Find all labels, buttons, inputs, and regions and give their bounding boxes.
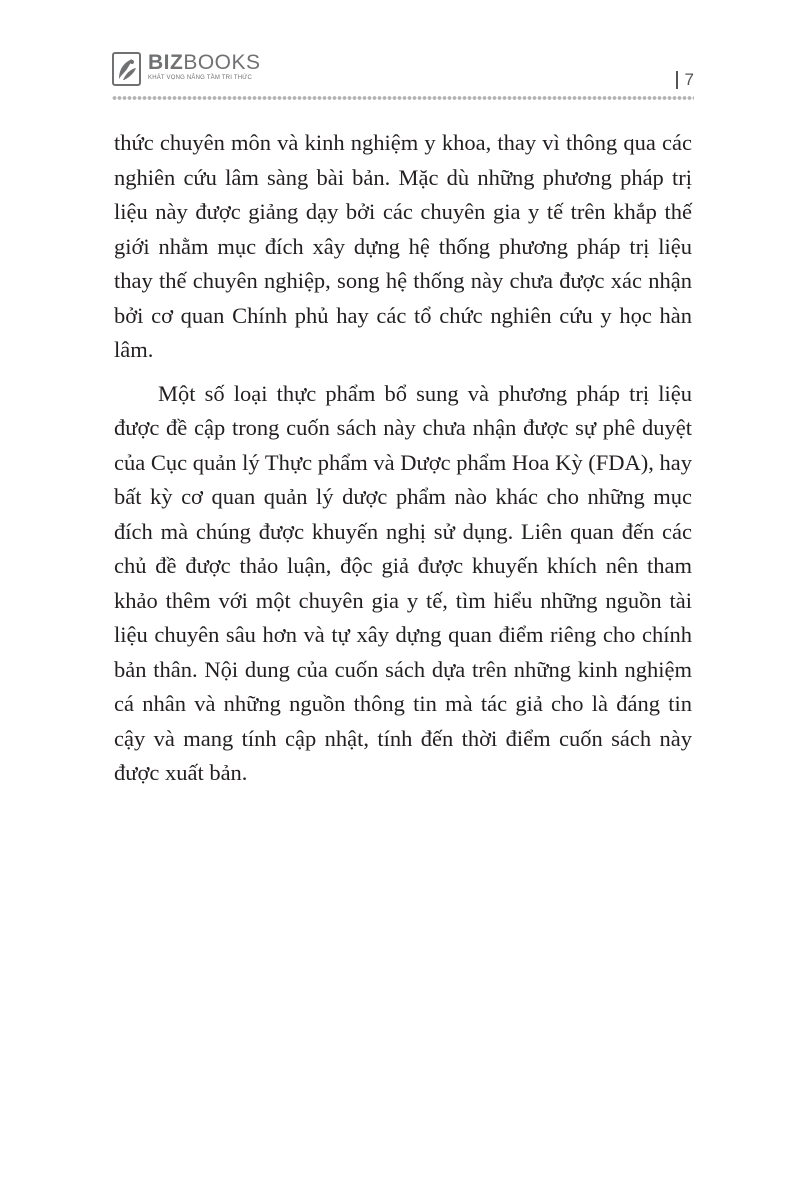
bizbooks-logo — [112, 52, 261, 92]
brand-tagline: KHÁT VỌNG NÂNG TẦM TRI THỨC — [148, 75, 253, 81]
paragraph: thức chuyên môn và kinh nghiệm y khoa, thay vì thông qua các nghiên cứu lâm sàng bài bản. Mặc dù những phương pháp trị liệu này được giảng dạy bởi các chuyên gia y tế trên khắp thế giới nhằm mục đích xây dựng hệ thống phương pháp trị liệu thay thế chuyên nghiệp, song hệ thống này chưa được xác nhận bởi cơ quan Chính phủ hay các tổ chức nghiên cứu y học hàn lâm. — [114, 130, 692, 362]
brand-name — [148, 52, 261, 74]
page-number-divider — [676, 71, 678, 89]
brand-name-bold: BIZ — [148, 51, 184, 74]
bizbooks-logo-icon — [112, 52, 142, 86]
page-number — [676, 70, 694, 90]
page-number-value: 7 — [684, 70, 694, 89]
body-text — [114, 126, 692, 800]
paragraph: Một số loại thực phẩm bổ sung và phương pháp trị liệu được đề cập trong cuốn sách này chưa nhận được sự phê duyệt của Cục quản lý Thực phẩm và Dược phẩm Hoa Kỳ (FDA), hay bất kỳ cơ quan quản lý dược phẩm nào khác cho những mục đích mà chúng được khuyến nghị sử dụng. Liên quan đến các chủ đề được thảo luận, độc giả được khuyến khích nên tham khảo thêm với một chuyên gia y tế, tìm hiểu những nguồn tài liệu chuyên sâu hơn và tự xây dựng quan điểm riêng cho chính bản thân. Nội dung của cuốn sách dựa trên những kinh nghiệm cá nhân và những nguồn thông tin mà tác giả cho là đáng tin cậy và mang tính cập nhật, tính đến thời điểm cuốn sách này được xuất bản. — [114, 380, 692, 785]
page-header — [112, 52, 694, 102]
brand-name-light: BOOKS — [183, 51, 261, 74]
header-dotted-rule — [112, 95, 694, 101]
